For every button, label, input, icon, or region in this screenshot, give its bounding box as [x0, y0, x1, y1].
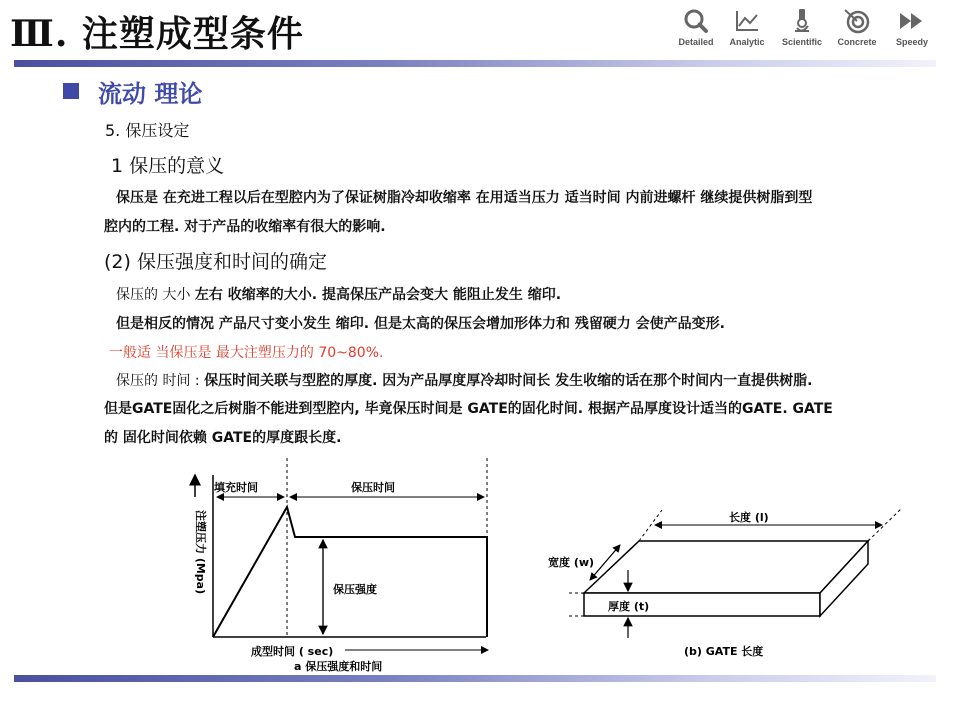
- figure-b-caption: (b) GATE 长度: [684, 645, 764, 658]
- paragraph-2-line-a: [116, 284, 561, 304]
- heading-1: 1 保压的意义: [111, 155, 225, 177]
- tool-label: Concrete: [837, 37, 877, 47]
- tool-label: Speedy: [895, 37, 928, 47]
- text-bold: 左右 收缩率的大小. 提高保压产品会变大 能阻止发生 缩印.: [194, 287, 562, 303]
- speedy-tool[interactable]: [884, 8, 940, 47]
- tool-label: Scientific: [781, 37, 822, 47]
- search-icon: [681, 8, 711, 34]
- detailed-tool[interactable]: [668, 8, 724, 47]
- figure-a: [180, 455, 510, 677]
- microscope-icon: [787, 8, 817, 34]
- pressure-curve: [213, 507, 487, 637]
- figure-a-caption: a 保压强度和时间: [294, 660, 383, 673]
- figure-b: [530, 500, 930, 670]
- tool-label: Detailed: [678, 37, 714, 47]
- paragraph-1-line-1: 保压是 在充进工程以后在型腔内为了保证树脂冷却收缩率 在用适当压力 适当时间 内前进螺杆 继续提供树脂到型: [116, 190, 813, 206]
- fill-time-label: 填充时间: [214, 481, 258, 494]
- paragraph-1-line-2: 腔内的工程. 对于产品的收缩率有很大的影响.: [104, 219, 386, 235]
- target-icon: [842, 8, 872, 34]
- header-divider: [14, 60, 936, 67]
- page-title: Ⅲ. 注塑成型条件: [10, 13, 304, 55]
- hold-strength-label: 保压强度: [333, 583, 377, 596]
- y-axis-label: 注塑压力 (Mpa): [194, 510, 207, 595]
- section-bullet: [63, 83, 79, 99]
- paragraph-2-line-b: 但是相反的情况 产品尺寸变小发生 缩印. 但是太高的保压会增加形体力和 残留硬力 会使产品变形.: [116, 316, 726, 332]
- text-normal: 保压的 时间 :: [116, 373, 205, 389]
- tool-label: Analytic: [729, 37, 765, 47]
- heading-2: (2) 保压强度和时间的确定: [104, 251, 327, 273]
- scientific-tool[interactable]: [774, 8, 830, 47]
- concrete-tool[interactable]: [829, 8, 885, 47]
- paragraph-2-line-f: 的 固化时间依赖 GATE的厚度跟长度.: [104, 430, 342, 446]
- chart-icon: [732, 8, 762, 34]
- text-normal: 保压的 大小: [116, 287, 195, 303]
- x-axis-label: 成型时间 ( sec): [251, 645, 334, 658]
- analytic-tool[interactable]: [719, 8, 775, 47]
- footer-divider: [14, 675, 936, 682]
- gate-top-face: [584, 541, 868, 593]
- toolbar: [674, 8, 936, 54]
- width-label: 宽度 (w): [548, 556, 595, 569]
- paragraph-2-line-d: [116, 370, 812, 390]
- paragraph-2-line-c: 一般适 当保压是 最大注塑压力的 70~80%.: [109, 345, 384, 361]
- fast-forward-icon: [897, 8, 927, 34]
- length-label: 长度 (l): [729, 511, 769, 524]
- hold-time-label: 保压时间: [351, 481, 395, 494]
- paragraph-2-line-e: 但是GATE固化之后树脂不能进到型腔内, 毕竟保压时间是 GATE的固化时间. 根据产品厚度设计适当的GATE. GATE: [104, 401, 833, 417]
- subsection-5: 5. 保压设定: [105, 121, 190, 140]
- section-title: 流动 理论: [98, 80, 203, 108]
- text-bold: 保压时间关联与型腔的厚度. 因为产品厚度厚冷却时间长 发生收缩的话在那个时间内一直提供树脂.: [204, 373, 813, 389]
- thickness-label: 厚度 (t): [608, 600, 650, 613]
